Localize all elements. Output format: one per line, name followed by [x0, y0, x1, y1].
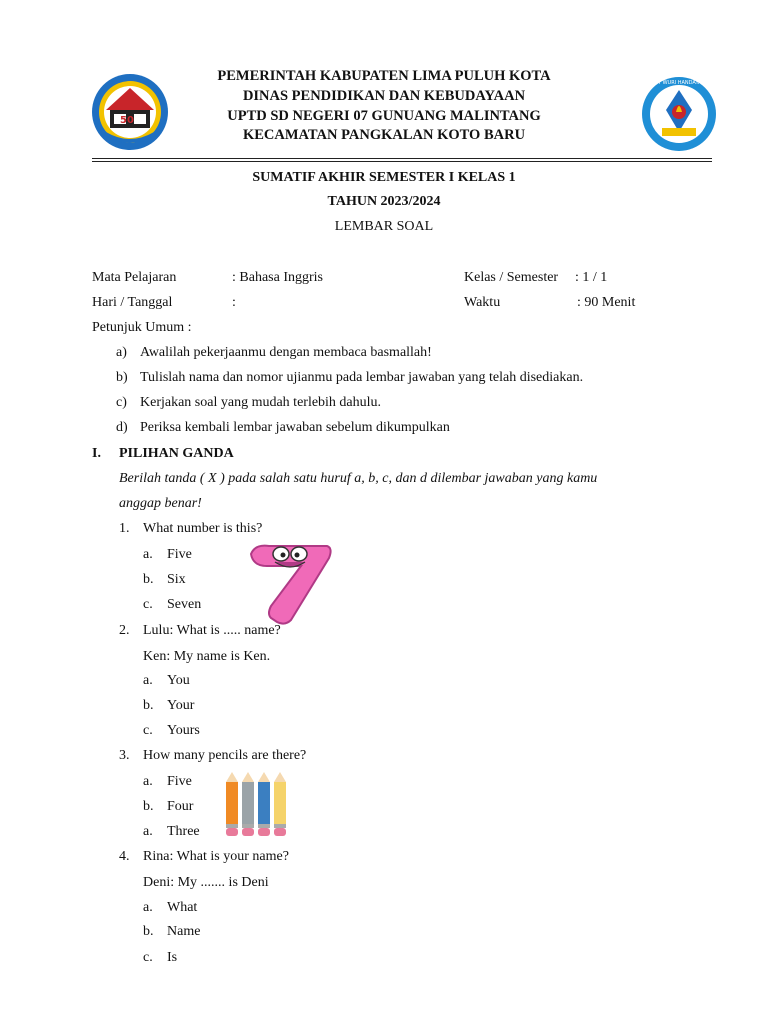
- section-directive-cont: anggap benar!: [119, 496, 202, 511]
- option-marker: c.: [143, 950, 153, 965]
- option-text: Five: [167, 547, 192, 562]
- pencil-icon: [242, 772, 254, 836]
- option-text: Your: [167, 698, 195, 713]
- question-number: 1.: [119, 521, 130, 536]
- instruction-text: Kerjakan soal yang mudah terlebih dahulu.: [140, 395, 382, 410]
- pencil-icon: [258, 772, 270, 836]
- option-text: You: [167, 673, 190, 688]
- day-label: Hari / Tanggal: [92, 295, 173, 310]
- question-number: 4.: [119, 849, 130, 864]
- time-value: : 90 Menit: [577, 295, 636, 310]
- section-number: I.: [92, 446, 101, 461]
- number-seven-cartoon: [245, 538, 335, 626]
- pencil-icon: [226, 772, 238, 836]
- time-label: Waktu: [464, 295, 501, 310]
- pencil-icon: [274, 772, 286, 836]
- instruction-text: Awalilah pekerjaanmu dengan membaca basmallah!: [140, 345, 432, 360]
- instruction-marker: d): [116, 420, 128, 435]
- class-value: : 1 / 1: [575, 270, 608, 285]
- day-value: :: [232, 295, 236, 310]
- logo-motto: TUT WURI HANDAYANI: [651, 80, 707, 86]
- question-number: 3.: [119, 748, 130, 763]
- option-marker: a.: [143, 900, 153, 915]
- option-marker: c.: [143, 723, 153, 738]
- option-text: What: [167, 900, 198, 915]
- subject-label: Mata Pelajaran: [92, 270, 177, 285]
- instructions-heading: Petunjuk Umum :: [92, 320, 192, 335]
- instruction-marker: c): [116, 395, 127, 410]
- option-marker: b.: [143, 698, 154, 713]
- option-text: Four: [167, 799, 194, 814]
- option-text: Yours: [167, 723, 200, 738]
- header-line-3: UPTD SD NEGERI 07 GUNUANG MALINTANG: [227, 108, 541, 124]
- option-text: Name: [167, 924, 201, 939]
- option-marker: b.: [143, 924, 154, 939]
- question-text: How many pencils are there?: [143, 748, 307, 763]
- option-marker: a.: [143, 774, 153, 789]
- option-marker: a.: [143, 673, 153, 688]
- header-line-1: PEMERINTAH KABUPATEN LIMA PULUH KOTA: [217, 68, 551, 84]
- instruction-marker: a): [116, 345, 127, 360]
- option-text: Is: [167, 950, 178, 965]
- option-marker: a.: [143, 824, 153, 839]
- instruction-text: Periksa kembali lembar jawaban sebelum dikumpulkan: [140, 420, 450, 435]
- instruction-text: Tulislah nama dan nomor ujianmu pada lembar jawaban yang telah disediakan.: [140, 370, 584, 385]
- option-marker: c.: [143, 597, 153, 612]
- option-marker: b.: [143, 572, 154, 587]
- question-text-cont: Ken: My name is Ken.: [143, 649, 271, 664]
- option-text: Six: [167, 572, 186, 587]
- pencils-illustration: [222, 772, 292, 838]
- header-divider: [92, 158, 712, 159]
- svg-text:50: 50: [120, 115, 134, 126]
- question-number: 2.: [119, 623, 130, 638]
- question-text: Lulu: What is ..... name?: [143, 623, 281, 638]
- question-text: What number is this?: [143, 521, 263, 536]
- subject-value: : Bahasa Inggris: [232, 270, 323, 285]
- question-text-cont: Deni: My ....... is Deni: [143, 875, 269, 890]
- option-text: Seven: [167, 597, 202, 612]
- exam-sheet-label: LEMBAR SOAL: [334, 219, 434, 234]
- option-text: Three: [167, 824, 200, 839]
- exam-title: SUMATIF AKHIR SEMESTER I KELAS 1: [252, 170, 516, 185]
- question-text: Rina: What is your name?: [143, 849, 289, 864]
- header-divider-thin: [92, 161, 712, 162]
- option-text: Five: [167, 774, 192, 789]
- section-title: PILIHAN GANDA: [119, 446, 234, 461]
- exam-year: TAHUN 2023/2024: [327, 194, 441, 209]
- header-line-4: KECAMATAN PANGKALAN KOTO BARU: [242, 127, 526, 143]
- class-label: Kelas / Semester: [464, 270, 559, 285]
- option-marker: b.: [143, 799, 154, 814]
- option-marker: a.: [143, 547, 153, 562]
- section-directive: Berilah tanda ( X ) pada salah satu huruf a, b, c, dan d dilembar jawaban yang kamu: [119, 471, 598, 486]
- header-line-2: DINAS PENDIDIKAN DAN KEBUDAYAAN: [242, 88, 526, 104]
- instruction-marker: b): [116, 370, 128, 385]
